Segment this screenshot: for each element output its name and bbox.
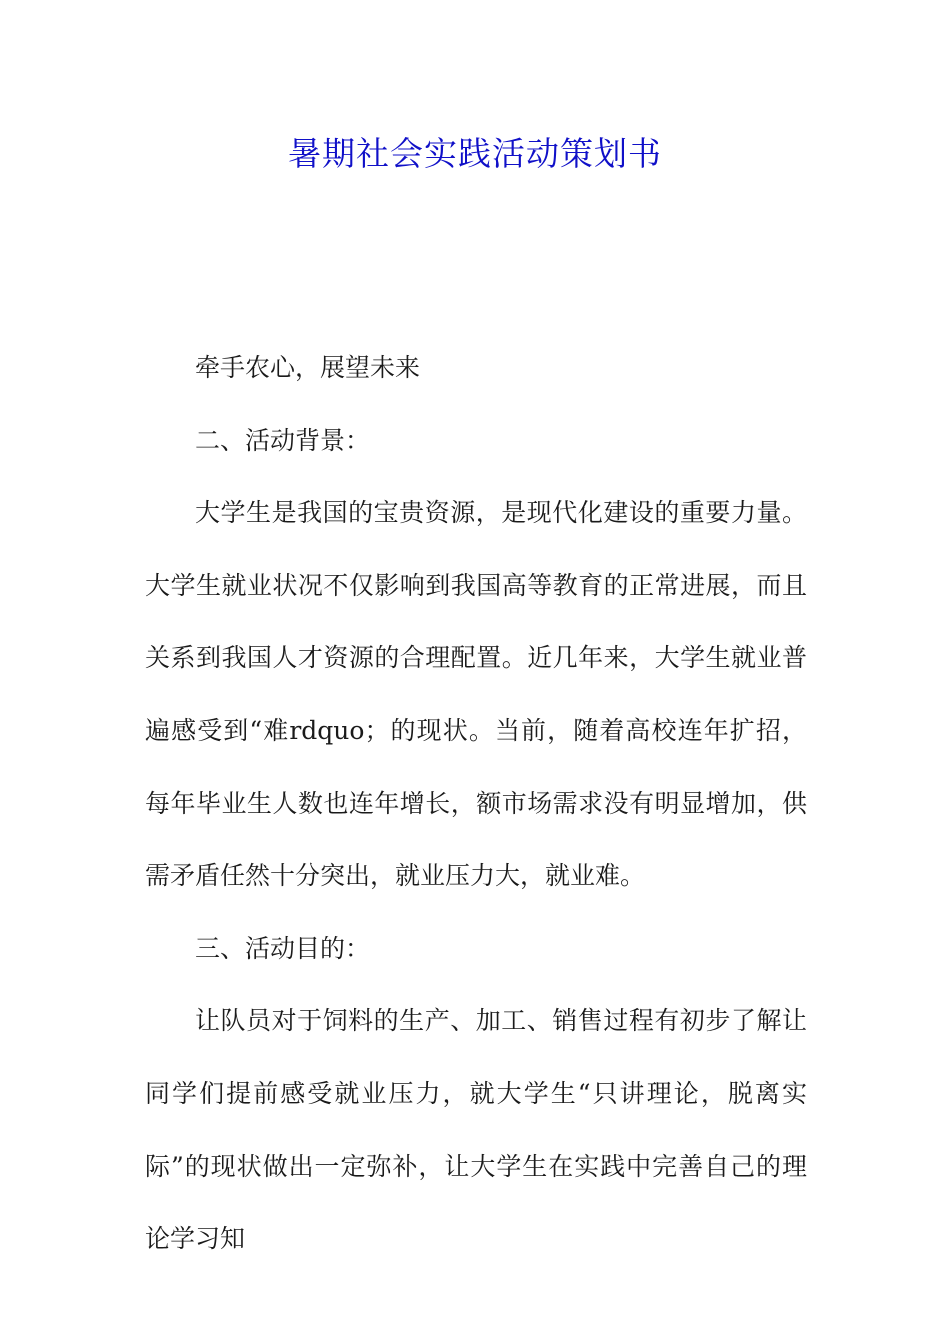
section-paragraph-purpose: 让队员对于饲料的生产、加工、销售过程有初步了解让同学们提前感受就业压力，就大学生“只讲理论，脱离实际”的现状做出一定弥补，让大学生在实践中完善自己的理论学习知 [145, 1006, 807, 1254]
section-paragraph-background: 大学生是我国的宝贵资源，是现代化建设的重要力量。大学生就业状况不仅影响到我国高等教育的正常进展，而且关系到我国人才资源的合理配置。近几年来，大学生就业普遍感受到“难rdquo；的现状。当前，随着高校连年扩招，每年毕业生人数也连年增长，额市场需求没有明显增加，供需矛盾任然十分突出，就业压力大，就业难。 [145, 498, 807, 891]
subtitle-line: 牵手农心，展望未来 [195, 353, 421, 382]
document-body [145, 332, 807, 1276]
section-heading-purpose: 三、活动目的： [195, 933, 371, 963]
document-title: 暑期社会实践活动策划书 [288, 134, 662, 173]
section-heading-background: 二、活动背景： [195, 425, 371, 455]
